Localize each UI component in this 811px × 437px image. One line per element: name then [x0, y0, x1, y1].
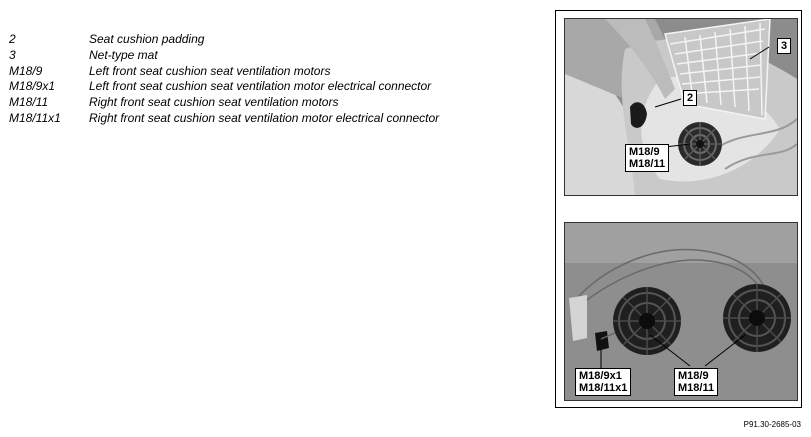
callout-ventilation-motors — [625, 144, 669, 172]
figure-frame — [555, 10, 802, 408]
legend-code: M18/11x1 — [9, 110, 61, 125]
callout-line: M18/11 — [629, 158, 666, 170]
legend-code: 3 — [9, 47, 16, 62]
callout-net-mat: 3 — [777, 38, 791, 54]
callout-line: M18/9x1 — [579, 370, 622, 382]
seat-cushion-illustration — [565, 19, 797, 195]
right-motor-shape — [723, 284, 791, 352]
legend-desc: Net-type mat — [89, 47, 158, 62]
ventilation-motors-photo — [564, 222, 798, 401]
callout-motor-connector — [575, 368, 631, 396]
legend-code: M18/9x1 — [9, 79, 56, 94]
legend-code: M18/11 — [9, 95, 49, 110]
legend-code: M18/9 — [9, 63, 43, 78]
legend-code: 2 — [9, 32, 16, 46]
legend-desc: Seat cushion padding — [89, 32, 205, 46]
seat-cushion-photo — [564, 18, 798, 196]
callout-line: M18/11x1 — [579, 382, 628, 394]
left-motor-shape — [613, 287, 681, 355]
callout-ventilation-motors — [674, 368, 718, 396]
callout-line: M18/11 — [678, 382, 715, 394]
callout-cushion-padding: 2 — [683, 90, 697, 106]
legend-desc: Left front seat cushion seat ventilation motors — [89, 63, 331, 78]
legend-desc: Right front seat cushion seat ventilation motors — [89, 95, 339, 110]
legend-desc: Left front seat cushion seat ventilation motor electrical connector — [89, 79, 432, 94]
legend-desc: Right front seat cushion seat ventilation motor electrical connector — [89, 110, 440, 125]
callout-line: M18/9 — [629, 146, 660, 158]
figure-reference: P91.30-2685-03 — [743, 420, 801, 429]
callout-line: M18/9 — [678, 370, 709, 382]
